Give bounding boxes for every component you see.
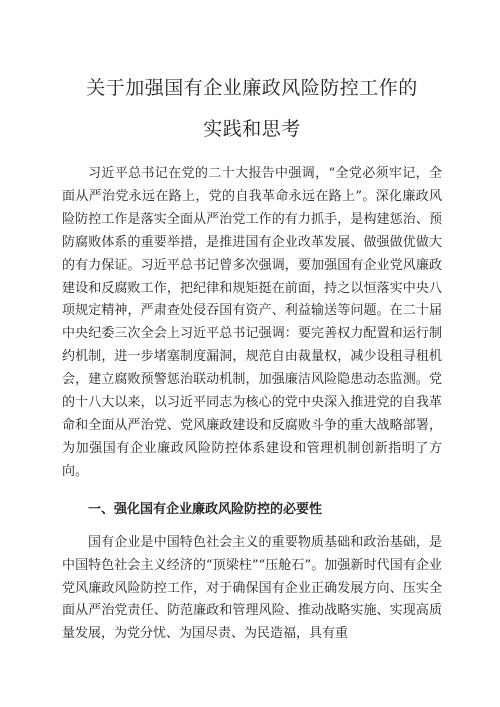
section-1-paragraph: 国有企业是中国特色社会主义的重要物质基础和政治基础，是中国特色社会主义经济的“顶梁柱”“压舱石”。加强新时代国有企业党风廉政风险防控工作，对于确保国有企业正确发展方向、压实全面从严治党责任、防范廉政和管理风险、推动战略实施、实现高质量发展，为党分忧、为国尽责、为民造福，具有重	[62, 534, 442, 642]
section-1-heading: 一、强化国有企业廉政风险防控的必要性	[88, 501, 323, 517]
document-title	[62, 75, 442, 143]
intro-paragraph: 习近平总书记在党的二十大报告中强调，“全党必须牢记，全面从严治党永远在路上，党的自我革命永远在路上”。深化廉政风险防控工作是落实全面从严治党工作的有力抓手，是构建惩治、预防腐败体系的重要举措，是推进国有企业改革发展、做强做优做大的有力保证。习近平总书记曾多次强调，要加强国有企业党风廉政建设和反腐败工作，把纪律和规矩挺在前面，持之以恒落实中央八项规定精神，严肃查处侵吞国有资产、利益输送等问题。在二十届中央纪委三次全会上习近平总书记强调：要完善权力配置和运行制约机制，进一步堵塞制度漏洞，规范自由裁量权，减少设租寻租机会，建立腐败预警惩治联动机制，加强廉洁风险隐患动态监测。党的十八大以来，以习近平同志为核心的党中央深入推进党的自我革命和全面从严治党、党风廉政建设和反腐败斗争的重大战略部署，为加强国有企业廉政风险防控体系建设和管理机制创新指明了方向。	[62, 166, 442, 479]
title-line-1: 关于加强国有企业廉政风险防控工作的	[86, 77, 418, 99]
title-line-2: 实践和思考	[203, 118, 301, 140]
